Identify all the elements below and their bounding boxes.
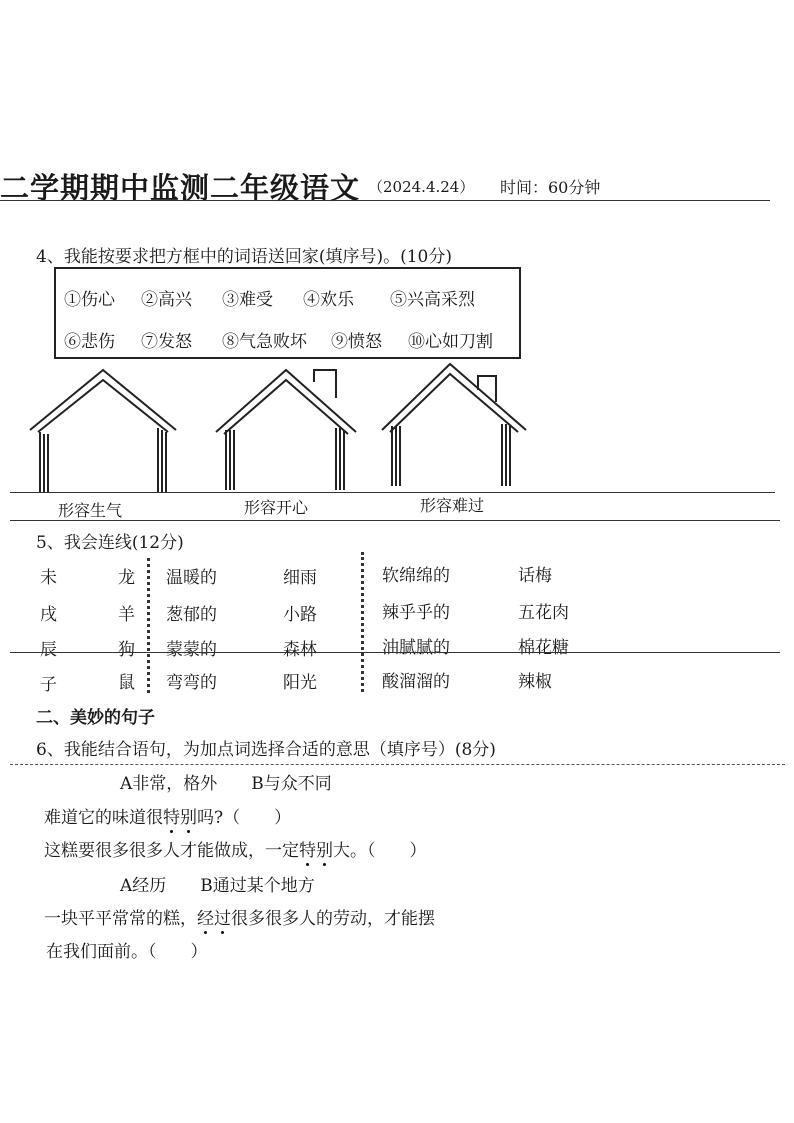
zodiac-animal: 狗 [118,640,135,660]
scan-fold-line [10,652,780,653]
word-chip: ⑩心如刀割 [408,332,493,352]
section-rule [10,520,780,521]
word-chip: ⑦发怒 [141,332,192,352]
emphasis-char: 别 [316,836,333,861]
noun: 森林 [283,640,317,660]
house-sad-drawing [380,362,530,490]
adjective: 弯弯的 [166,673,217,693]
adjective: 油腻腻的 [382,638,450,658]
adjective: 酸溜溜的 [382,672,450,692]
sentence-3 [44,904,435,929]
food: 棉花糖 [518,638,569,658]
adjective: 辣乎乎的 [382,603,450,623]
exam-date: （2024.4.24） [368,178,475,196]
sentence-text: 一块平平常常的糕， [44,909,197,929]
sentence-answer-blank[interactable]: 大。（ ） [333,841,427,861]
emphasis-char: 过 [214,904,231,929]
adjective: 软绵绵的 [382,566,450,586]
sentence-text: 这糕要很多很多人才能做成，一定 [44,841,299,861]
house-label-sad: 形容难过 [420,496,485,515]
sentence-1 [44,803,291,828]
adjective: 蒙蒙的 [166,640,217,660]
meaning-options: A经历 B通过某个地方 [120,876,315,896]
emphasis-char: 特 [163,803,180,828]
scan-dashed-line [10,764,785,765]
emphasis-char: 特 [299,836,316,861]
house-label-angry: 形容生气 [58,501,123,520]
sentence-text: 难道它的味道很 [44,808,163,828]
zodiac-animal: 羊 [118,605,135,625]
zodiac-animal: 龙 [118,568,135,588]
word-chip: ⑨愤怒 [331,332,382,352]
houses-baseline [10,492,775,493]
house-angry-drawing [28,368,178,498]
food: 五花肉 [518,603,569,623]
food: 话梅 [518,566,552,586]
zodiac-branch: 辰 [40,640,57,660]
q4-prompt: 4、我能按要求把方框中的词语送回家(填序号)。(10分) [36,247,452,267]
noun: 细雨 [283,568,317,588]
column-divider [361,552,364,692]
food: 辣椒 [518,672,552,692]
house-label-happy: 形容开心 [244,498,309,517]
exam-duration: 时间：60分钟 [500,178,601,197]
adjective: 葱郁的 [166,605,217,625]
zodiac-branch: 戌 [40,605,57,625]
exam-title: 二学期期中监测二年级语文 [0,171,361,205]
sentence-answer-blank[interactable]: 吗?（ ） [197,808,292,828]
house-happy-drawing [214,368,359,496]
zodiac-branch: 子 [40,675,57,695]
sentence-2 [44,836,427,861]
emphasis-char: 别 [180,803,197,828]
adjective: 温暖的 [166,568,217,588]
header-rule [0,200,770,201]
section-title: 二、美妙的句子 [36,708,155,728]
q5-prompt: 5、我会连线(12分) [36,533,184,553]
word-chip: ⑥悲伤 [64,332,115,352]
word-chip: ②高兴 [141,290,192,310]
sentence-4-answer-blank[interactable]: 在我们面前。（ ） [46,942,208,962]
noun: 小路 [283,605,317,625]
word-chip: ③难受 [222,290,273,310]
word-chip: ①伤心 [64,290,115,310]
word-chip: ⑤兴高采烈 [390,290,475,310]
q6-prompt: 6、我能结合语句，为加点词选择合适的意思（填序号）(8分) [36,740,496,760]
word-chip: ⑧气急败坏 [222,332,307,352]
emphasis-char: 经 [197,904,214,929]
zodiac-animal: 鼠 [118,673,135,693]
word-chip: ④欢乐 [303,290,354,310]
column-divider [147,558,150,693]
zodiac-branch: 未 [40,568,57,588]
noun: 阳光 [283,673,317,693]
meaning-options: A非常，格外 B与众不同 [120,774,332,794]
sentence-text: 很多很多人的劳动，才能摆 [231,909,435,929]
